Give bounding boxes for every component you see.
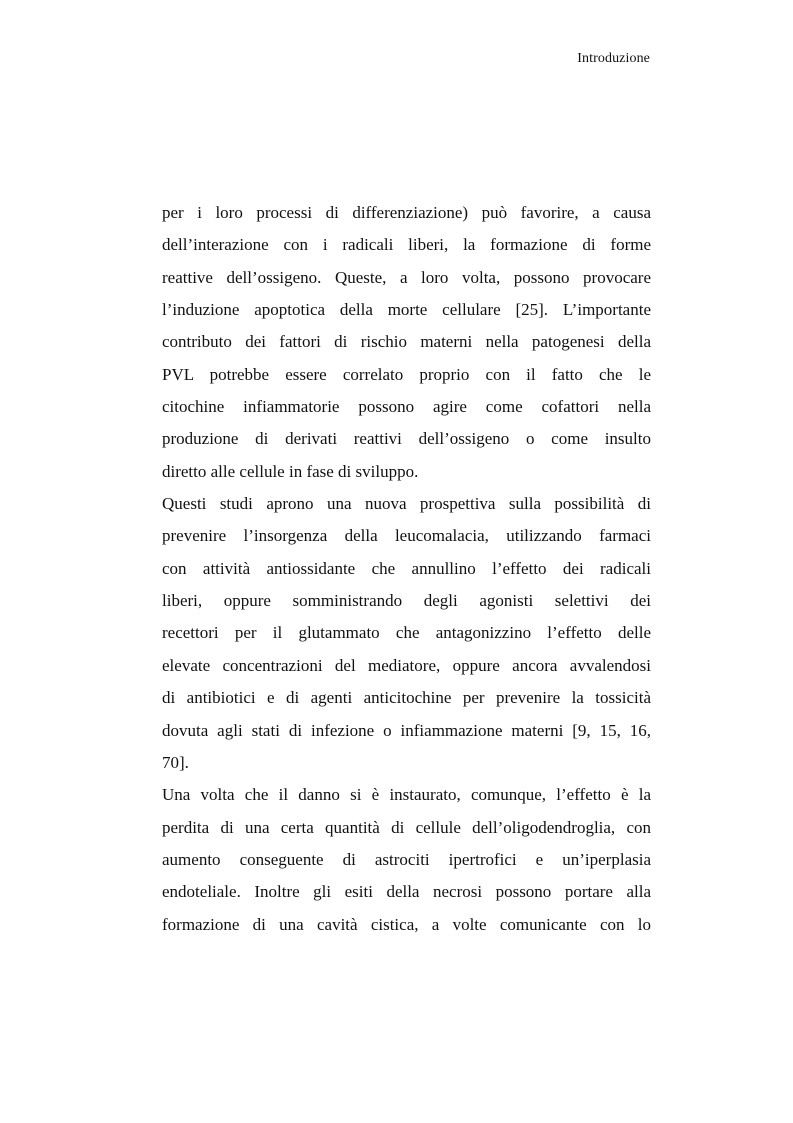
text-line: per i loro processi di differenziazione) può favorire, a causa bbox=[162, 203, 651, 222]
text-line: recettori per il glutammato che antagonizzino l’effetto delle bbox=[162, 623, 651, 643]
text-line: Una volta che il danno si è instaurato, comunque, l’effetto è la bbox=[162, 785, 651, 805]
paragraph-oxidative-stress bbox=[162, 197, 651, 488]
text-line: l’induzione apoptotica della morte cellulare [25]. L’importante bbox=[162, 300, 651, 320]
text-line: 70]. bbox=[162, 752, 189, 772]
text-line: elevate concentrazioni del mediatore, oppure ancora avvalendosi bbox=[162, 655, 651, 675]
text-line: dell’interazione con i radicali liberi, la formazione di forme bbox=[162, 235, 651, 255]
text-line: endoteliale. Inoltre gli esiti della necrosi possono portare alla bbox=[162, 882, 651, 902]
running-header: Introduzione bbox=[577, 51, 650, 66]
text-line: diretto alle cellule in fase di sviluppo. bbox=[162, 461, 419, 481]
text-line: reattive dell’ossigeno. Queste, a loro volta, possono provocare bbox=[162, 267, 651, 287]
text-line: prevenire l’insorgenza della leucomalacia, utilizzando farmaci bbox=[162, 526, 651, 546]
text-line: citochine infiammatorie possono agire come cofattori nella bbox=[162, 397, 651, 417]
text-line: produzione di derivati reattivi dell’ossigeno o come insulto bbox=[162, 429, 651, 449]
text-line: liberi, oppure somministrando degli agonisti selettivi dei bbox=[162, 591, 651, 611]
text-line: contributo dei fattori di rischio materni nella patogenesi della bbox=[162, 332, 651, 352]
text-line: PVL potrebbe essere correlato proprio con il fatto che le bbox=[162, 364, 651, 384]
text-line: Questi studi aprono una nuova prospettiva sulla possibilità di bbox=[162, 494, 651, 514]
text-line: formazione di una cavità cistica, a volte comunicante con lo bbox=[162, 914, 651, 934]
text-line: con attività antiossidante che annullino l’effetto dei radicali bbox=[162, 558, 651, 578]
text-line: dovuta agli stati di infezione o infiammazione materni [9, 15, 16, bbox=[162, 720, 651, 740]
text-line: aumento conseguente di astrociti ipertrofici e un’iperplasia bbox=[162, 849, 651, 869]
paragraph-damage-outcome bbox=[162, 779, 651, 941]
text-line: perdita di una certa quantità di cellule dell’oligodendroglia, con bbox=[162, 817, 651, 837]
body-text bbox=[162, 197, 651, 941]
paragraph-prevention bbox=[162, 488, 651, 779]
text-line: di antibiotici e di agenti anticitochine per prevenire la tossicità bbox=[162, 688, 651, 708]
